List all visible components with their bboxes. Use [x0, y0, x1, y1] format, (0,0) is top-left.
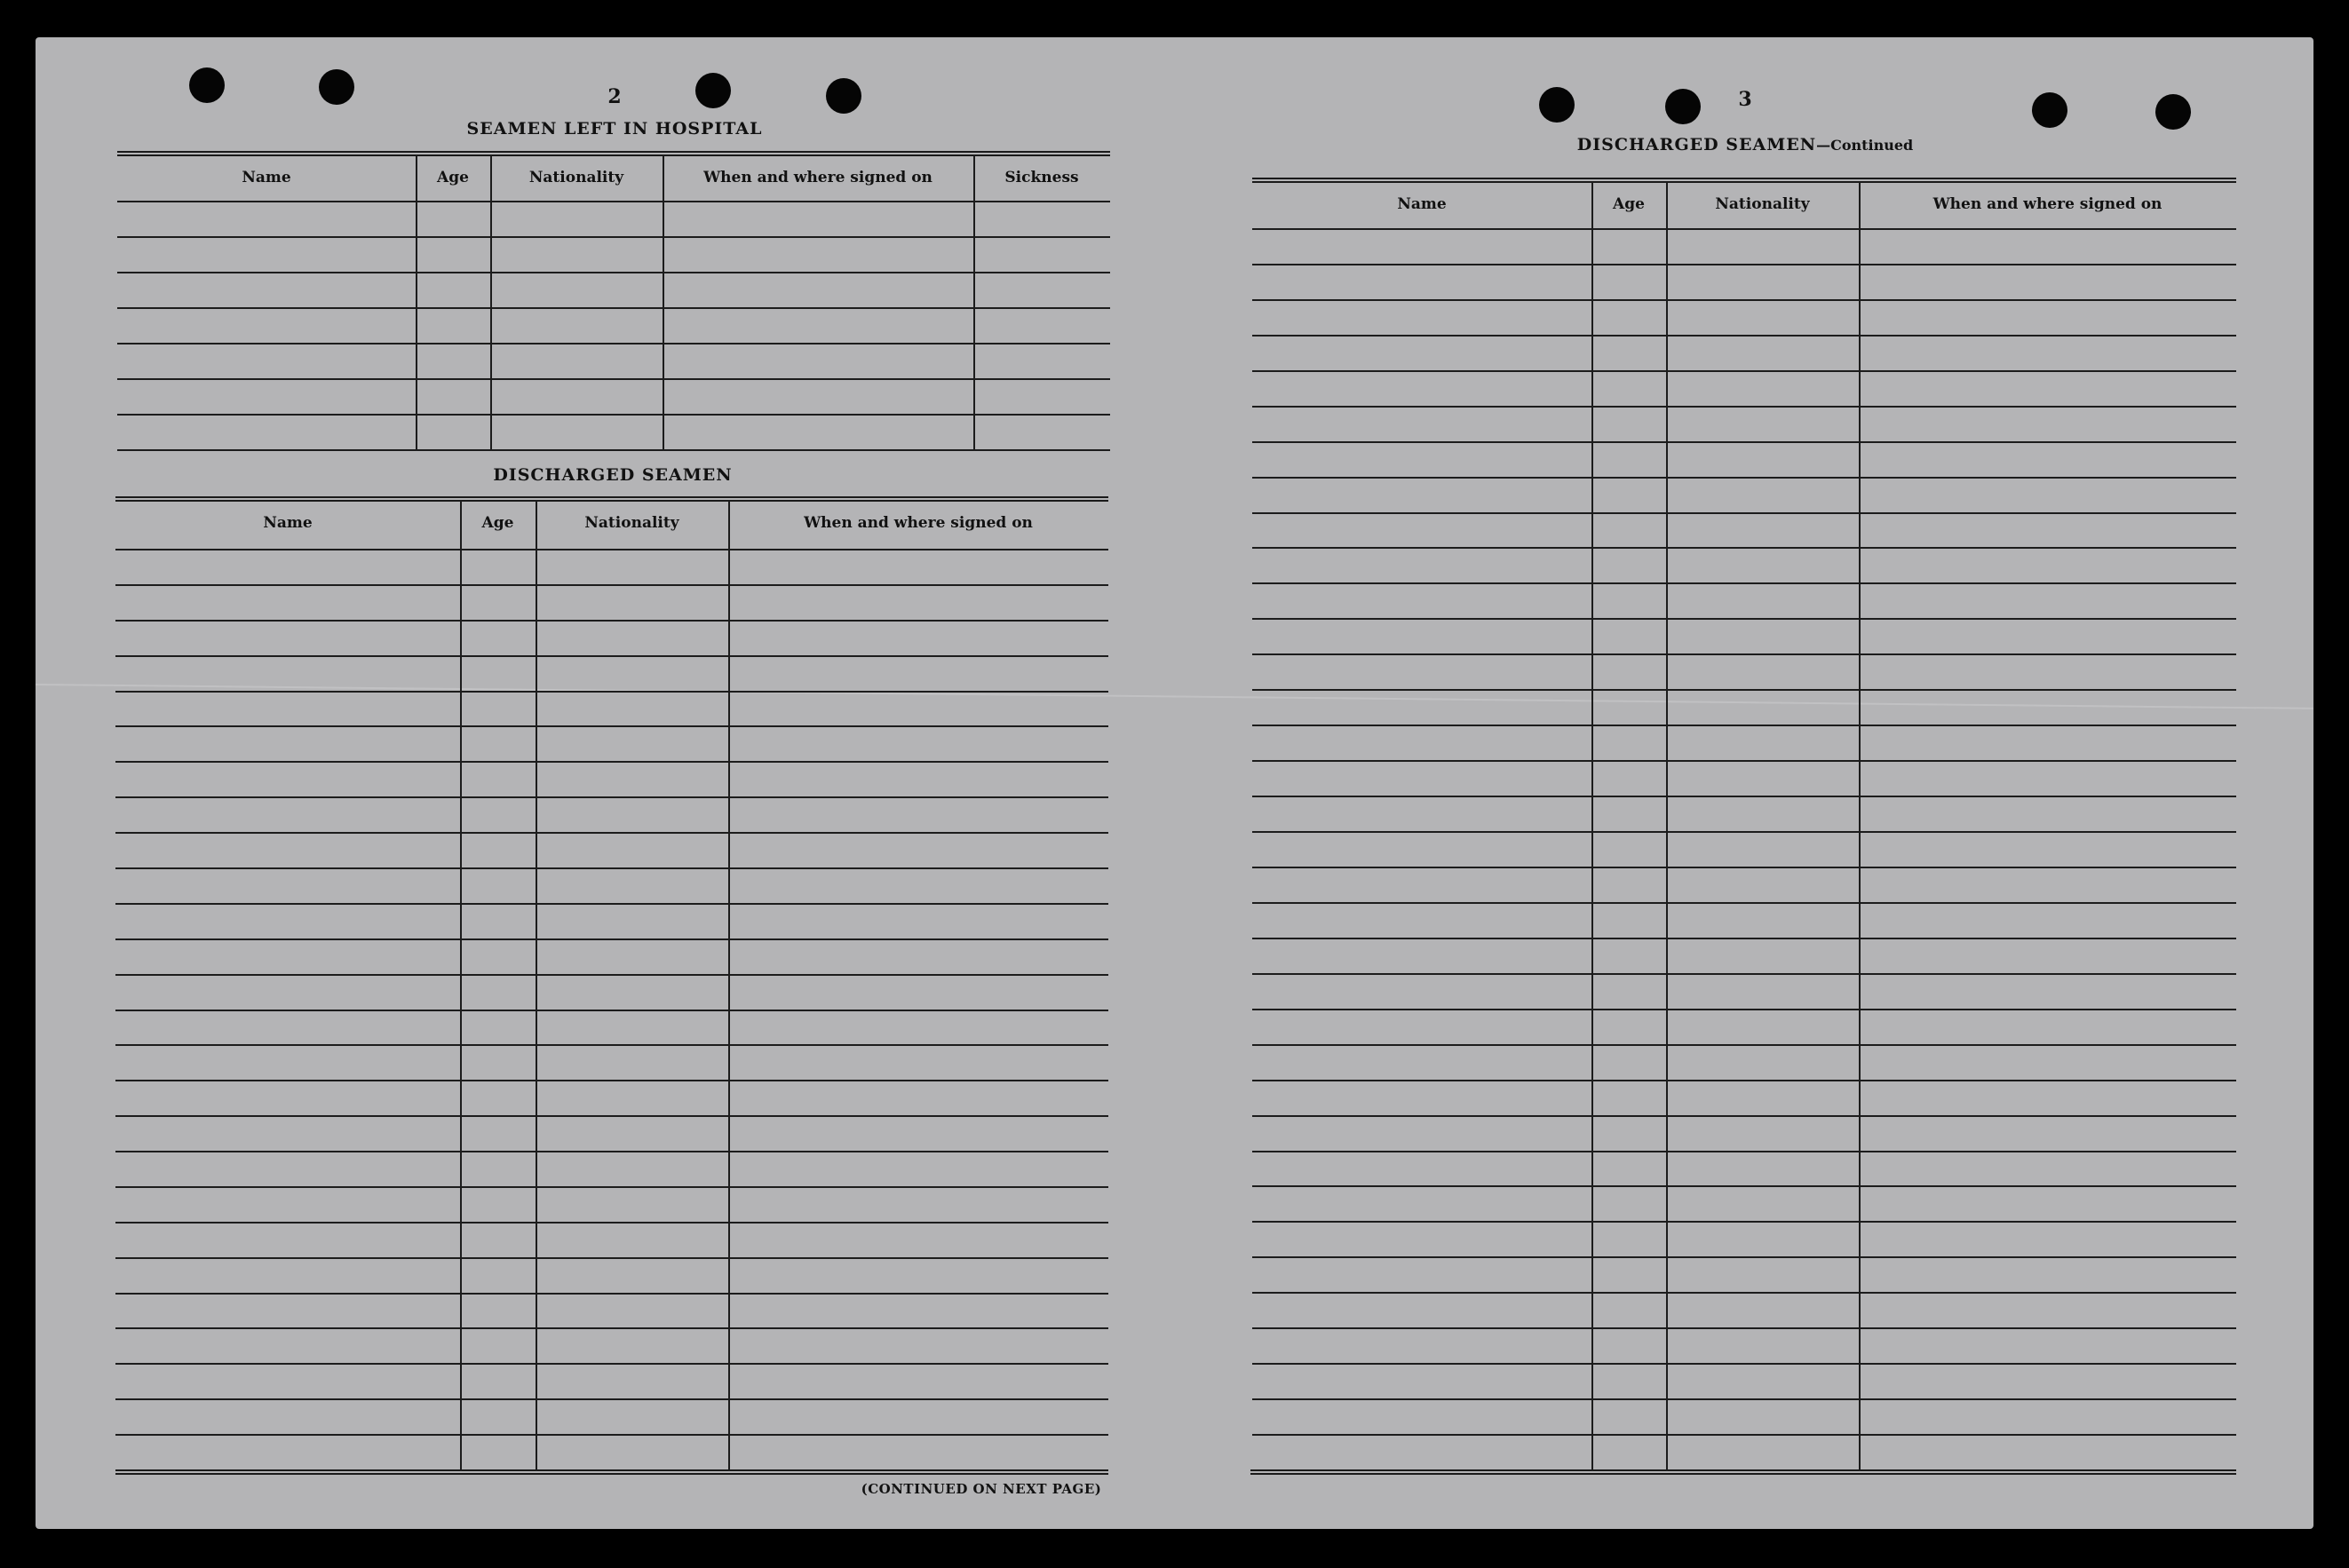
punch-hole — [2032, 92, 2067, 128]
table-row-line — [1252, 973, 2236, 975]
table-row-line — [1252, 1327, 2236, 1329]
column-separator — [1591, 181, 1593, 1469]
table-row-line — [115, 1434, 1108, 1436]
column-header: Nationality — [528, 169, 624, 186]
table-bottom-rule — [117, 449, 1110, 451]
table-row-line — [115, 691, 1108, 693]
table-row-line — [117, 378, 1110, 380]
discharged-continued-title-main: DISCHARGED SEAMEN — [1576, 135, 1817, 154]
header-rule — [117, 201, 1110, 202]
table-row-line — [1252, 1256, 2236, 1258]
column-header: Age — [481, 514, 514, 532]
discharged-continued-title — [1567, 135, 1923, 154]
table-row-line — [1252, 760, 2236, 762]
table-row-line — [115, 1363, 1108, 1365]
table-top-rule — [115, 496, 1108, 502]
discharged-section-title: DISCHARGED SEAMEN — [493, 465, 733, 485]
table-row-line — [115, 832, 1108, 834]
column-separator — [973, 154, 975, 449]
table-row-line — [115, 1398, 1108, 1400]
punch-hole — [1665, 89, 1701, 124]
table-row-line — [1252, 335, 2236, 337]
column-header: When and where signed on — [1932, 195, 2163, 213]
table-row-line — [1252, 1044, 2236, 1046]
table-row-line — [1252, 689, 2236, 691]
table-row-line — [1252, 1398, 2236, 1400]
table-row-line — [115, 1080, 1108, 1081]
table-row-line — [115, 761, 1108, 763]
table-row-line — [1252, 512, 2236, 514]
table-row-line — [1252, 370, 2236, 372]
column-header: When and where signed on — [804, 514, 1033, 532]
discharged-continued-title-suffix: —Continued — [1816, 137, 1914, 154]
table-row-line — [117, 272, 1110, 273]
page-number-right: 3 — [1738, 88, 1752, 111]
table-row-line — [1252, 653, 2236, 655]
punch-hole — [826, 78, 861, 114]
table-row-line — [115, 620, 1108, 622]
table-top-rule — [117, 151, 1110, 156]
table-row-line — [1252, 902, 2236, 904]
table-row-line — [1252, 1115, 2236, 1117]
column-header: Name — [263, 514, 313, 532]
header-rule — [115, 549, 1108, 550]
punch-hole — [2155, 94, 2191, 130]
column-header: Nationality — [584, 514, 679, 532]
punch-hole — [189, 67, 225, 103]
table-row-line — [1252, 938, 2236, 939]
table-row-line — [117, 343, 1110, 344]
table-row-line — [1252, 796, 2236, 797]
table-row-line — [1252, 406, 2236, 408]
table-row-line — [115, 584, 1108, 586]
table-row-line — [1252, 831, 2236, 833]
table-row-line — [117, 307, 1110, 309]
table-bottom-rule — [115, 1469, 1108, 1475]
table-row-line — [115, 974, 1108, 976]
table-row-line — [115, 1257, 1108, 1259]
table-row-line — [1252, 299, 2236, 301]
table-row-line — [115, 1010, 1108, 1011]
table-row-line — [115, 725, 1108, 727]
table-row-line — [115, 867, 1108, 869]
table-row-line — [1252, 582, 2236, 584]
column-header: When and where signed on — [703, 169, 932, 186]
table-row-line — [1252, 1292, 2236, 1294]
table-row-line — [1252, 1009, 2236, 1010]
table-row-line — [1252, 1221, 2236, 1223]
column-separator — [460, 500, 462, 1469]
table-row-line — [115, 1222, 1108, 1224]
header-rule — [1252, 228, 2236, 230]
table-bottom-rule — [1250, 1469, 2236, 1475]
table-row-line — [1252, 264, 2236, 265]
table-row-line — [115, 1293, 1108, 1295]
table-row-line — [115, 938, 1108, 940]
table-row-line — [1252, 1434, 2236, 1436]
table-row-line — [115, 1186, 1108, 1188]
punch-hole — [1539, 87, 1575, 123]
table-top-rule — [1252, 178, 2236, 183]
table-row-line — [1252, 547, 2236, 549]
column-header: Nationality — [1715, 195, 1810, 213]
punch-hole — [319, 69, 354, 105]
column-separator — [536, 500, 537, 1469]
column-separator — [490, 154, 492, 449]
table-row-line — [1252, 477, 2236, 479]
table-row-line — [1252, 441, 2236, 443]
column-separator — [1666, 181, 1668, 1469]
table-row-line — [115, 655, 1108, 657]
column-header: Name — [242, 169, 291, 186]
column-separator — [728, 500, 730, 1469]
column-separator — [416, 154, 417, 449]
column-header: Age — [437, 169, 469, 186]
table-row-line — [115, 1115, 1108, 1117]
table-row-line — [115, 1044, 1108, 1046]
table-row-line — [115, 1151, 1108, 1152]
table-row-line — [1252, 618, 2236, 620]
column-header: Name — [1397, 195, 1447, 213]
table-row-line — [117, 414, 1110, 416]
table-row-line — [115, 796, 1108, 798]
column-separator — [1859, 181, 1861, 1469]
table-row-line — [1252, 867, 2236, 868]
table-row-line — [117, 236, 1110, 238]
table-row-line — [115, 1327, 1108, 1329]
column-header: Sickness — [1004, 169, 1079, 186]
page-number-left: 2 — [607, 85, 622, 108]
punch-hole — [695, 73, 731, 108]
hospital-section-title: SEAMEN LEFT IN HOSPITAL — [466, 119, 763, 139]
column-header: Age — [1613, 195, 1645, 213]
table-row-line — [1252, 725, 2236, 726]
table-row-line — [1252, 1185, 2236, 1187]
table-row-line — [1252, 1151, 2236, 1152]
continued-footer: (CONTINUED ON NEXT PAGE) — [861, 1481, 1102, 1497]
form-sheet — [36, 37, 2313, 1529]
table-row-line — [1252, 1080, 2236, 1081]
table-row-line — [115, 903, 1108, 905]
column-separator — [663, 154, 664, 449]
table-row-line — [1252, 1363, 2236, 1365]
